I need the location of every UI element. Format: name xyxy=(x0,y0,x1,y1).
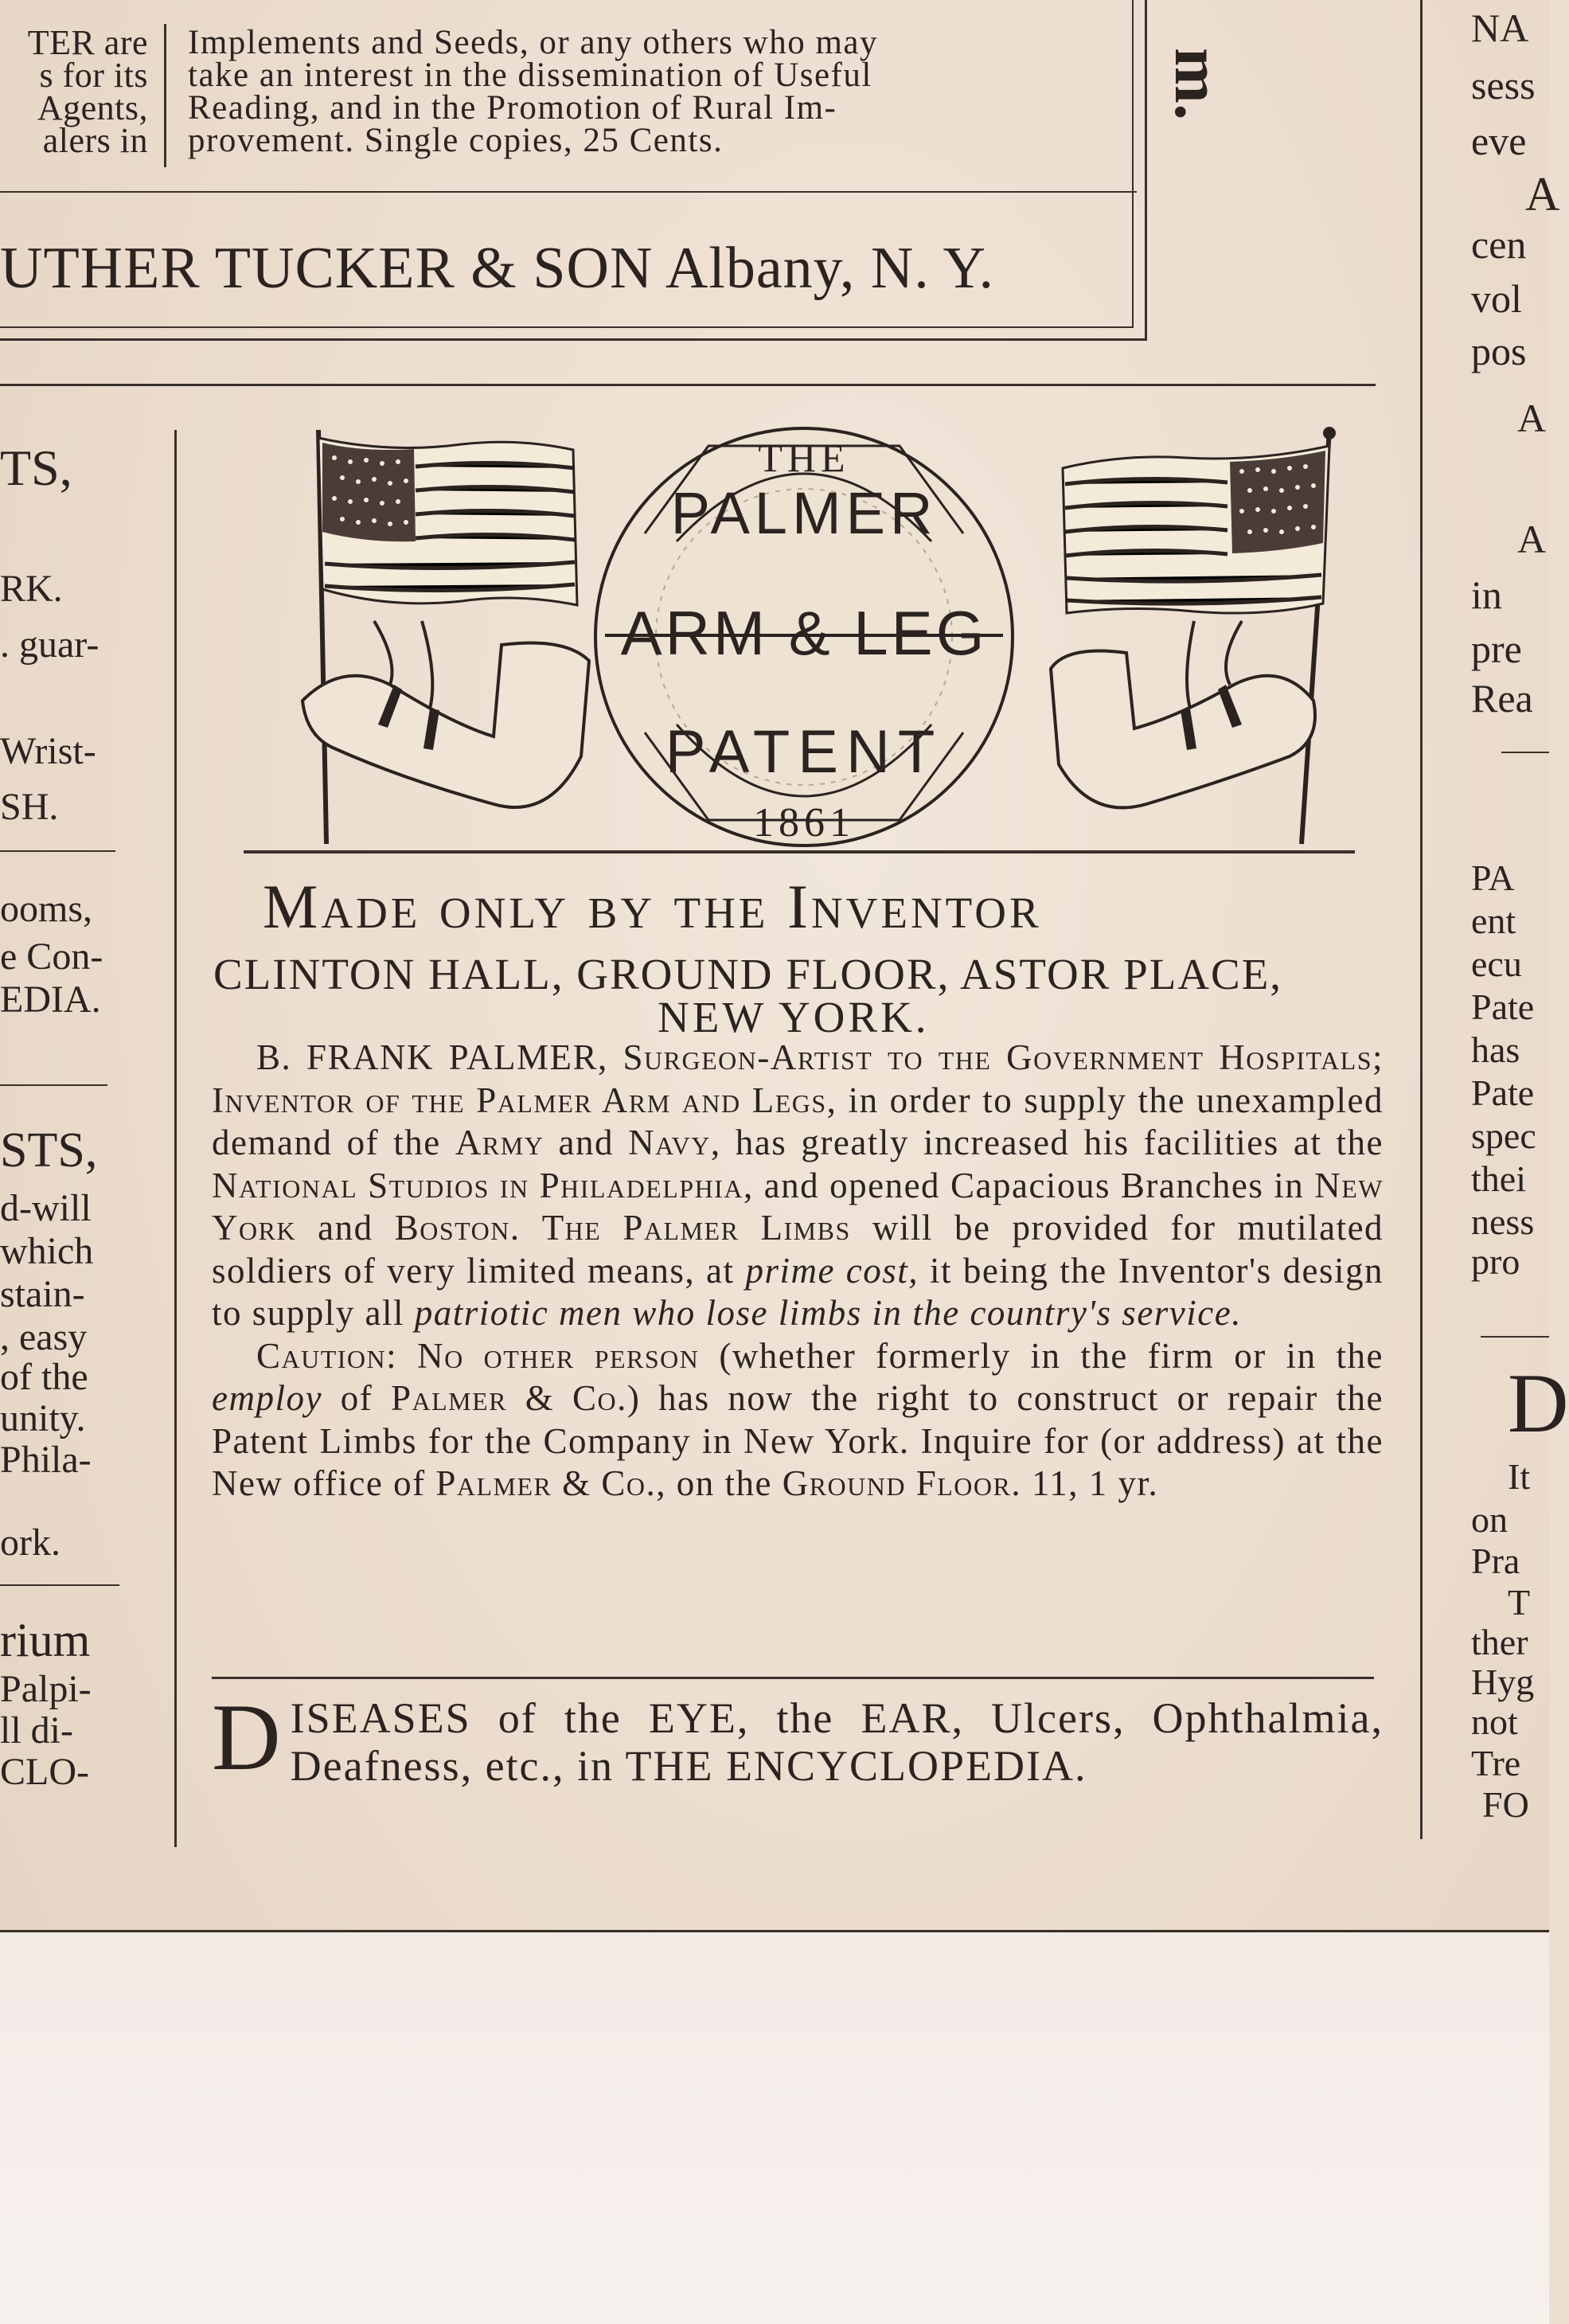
fragment: ooms, xyxy=(0,888,93,930)
fragment: Tre xyxy=(1471,1743,1521,1783)
seal-the: THE xyxy=(758,436,850,480)
fragment: spec xyxy=(1471,1115,1536,1156)
patriotic-text: patriotic men who lose limbs in the country's service. xyxy=(414,1293,1242,1333)
new-york-text: New York xyxy=(212,1165,1384,1248)
fragment: RK. xyxy=(0,568,63,610)
fragment: Hyg xyxy=(1471,1662,1535,1702)
address-line: CLINTON HALL, GROUND FLOOR, ASTOR PLACE, xyxy=(213,950,1283,998)
fragment: Rea xyxy=(1471,676,1533,721)
fragment: ent xyxy=(1471,900,1516,941)
fragment: d-will xyxy=(0,1187,92,1229)
inventor-name: B. FRANK PALMER, xyxy=(256,1037,608,1077)
fragment: s for its xyxy=(39,56,148,95)
fragment: e Con- xyxy=(0,935,103,978)
body-text: will be provided for mutilated soldiers of very limited means, at xyxy=(212,1208,1384,1291)
fragment: A xyxy=(1517,517,1547,561)
ad-paragraph-1 xyxy=(212,1037,1384,1335)
palmer-limbs-text: The Palmer Limbs xyxy=(541,1208,851,1248)
boston-text: Boston. xyxy=(394,1208,521,1248)
fragment: of the xyxy=(0,1356,88,1398)
body-text: and opened Capacious Branches in xyxy=(763,1165,1305,1205)
emblem-baseline-rule xyxy=(244,850,1355,853)
top-box-divider xyxy=(0,191,1137,193)
diseases-ad xyxy=(212,1684,1384,1790)
fragment: ll di- xyxy=(0,1709,73,1752)
fragment: A xyxy=(1525,168,1560,221)
fragment: SH. xyxy=(0,786,59,828)
fragment: D xyxy=(1508,1357,1569,1450)
body-text: on the xyxy=(676,1463,772,1503)
fragment: Pra xyxy=(1471,1541,1520,1581)
fragment: eve xyxy=(1471,119,1527,163)
body-text: No other person xyxy=(417,1335,700,1376)
body-text: in order to supply the unexampled demand of the xyxy=(212,1080,1384,1162)
body-text: it being the Inventor's design to supply all xyxy=(212,1250,1384,1333)
text-line: take an interest in the dissemination of Useful xyxy=(188,57,872,94)
body-text: and xyxy=(318,1208,373,1248)
fragment: pos xyxy=(1471,329,1527,373)
studios-text: National Studios in Philadelphia, xyxy=(212,1165,754,1205)
fragment: sess xyxy=(1471,63,1536,107)
ad-top-rule xyxy=(0,384,1376,386)
fragment: Wrist- xyxy=(0,730,96,772)
palmer-emblem-illustration xyxy=(231,422,1377,868)
fragment: PA xyxy=(1471,857,1515,898)
right-flag-icon xyxy=(1051,427,1336,844)
fragment: CLO- xyxy=(0,1751,89,1793)
page-margin xyxy=(0,1933,1549,2324)
inventor-title: Surgeon-Artist to the Government Hospitals; Inventor of the Palmer Arm and Legs, xyxy=(212,1037,1384,1120)
caution-label: Caution: xyxy=(256,1335,398,1376)
body-text: (whether formerly in the firm or in the xyxy=(719,1335,1384,1376)
fragment: stain- xyxy=(0,1273,85,1315)
text-line: provement. Single copies, 25 Cents. xyxy=(188,122,724,159)
fragment: pre xyxy=(1471,627,1522,671)
arm-and-leg-seal xyxy=(595,428,1013,846)
fragment: ness xyxy=(1471,1201,1535,1242)
seal-arm-leg: ARM & LEG xyxy=(620,598,988,668)
prime-cost-text: prime cost, xyxy=(745,1250,919,1291)
fragment: which xyxy=(0,1230,94,1272)
divider xyxy=(0,850,115,852)
made-only-by-heading xyxy=(263,872,1042,941)
ad-body-text xyxy=(212,1037,1384,1506)
fragment: ther xyxy=(1471,1622,1528,1662)
top-box-column-divider xyxy=(164,24,166,167)
palmer-co-text: Palmer & Co.) xyxy=(390,1378,641,1418)
fragment: It xyxy=(1508,1456,1531,1497)
fragment: . guar- xyxy=(0,623,100,666)
fragment: rium xyxy=(0,1614,91,1666)
publisher-line: UTHER TUCKER & SON Albany, N. Y. xyxy=(0,236,994,301)
fragment: alers in xyxy=(42,121,148,160)
employ-text: employ xyxy=(212,1378,322,1418)
fragment: STS, xyxy=(0,1123,98,1178)
fragment: Pate xyxy=(1471,1072,1535,1113)
seal-palmer: PALMER xyxy=(670,480,938,546)
fragment: on xyxy=(1471,1499,1508,1540)
page-bottom-rule xyxy=(0,1930,1549,1932)
divider xyxy=(1501,752,1549,753)
fragment: pro xyxy=(1471,1241,1520,1282)
fragment: T xyxy=(1508,1582,1531,1623)
fragment: TS, xyxy=(0,439,72,496)
ad-bottom-rule xyxy=(212,1677,1374,1679)
fragment: Agents, xyxy=(37,88,148,127)
fragment: FO xyxy=(1482,1784,1529,1825)
text-line: Implements and Seeds, or any others who may xyxy=(188,24,878,61)
fragment: NA xyxy=(1471,6,1529,50)
body-text: of xyxy=(340,1378,373,1418)
fragment: thei xyxy=(1471,1158,1526,1199)
body-text: and xyxy=(558,1123,614,1162)
fragment: vol xyxy=(1471,276,1522,321)
fragment: ecu xyxy=(1471,943,1522,984)
fragment: in xyxy=(1471,572,1502,617)
fragment: unity. xyxy=(0,1397,86,1439)
navy-text: Navy, xyxy=(628,1123,721,1162)
seal-patent: PATENT xyxy=(665,718,943,786)
fragment: EDIA. xyxy=(0,978,101,1021)
left-flag-icon xyxy=(302,430,589,844)
text-line: Reading, and in the Promotion of Rural Im- xyxy=(188,89,837,127)
fragment: , easy xyxy=(0,1316,88,1358)
fragment: Palpi- xyxy=(0,1668,92,1710)
fragment: A xyxy=(1517,396,1547,440)
insertion-code: 11, 1 yr. xyxy=(1031,1463,1159,1503)
fragment: ork. xyxy=(0,1521,60,1564)
right-column-rule xyxy=(1420,0,1423,1839)
fragment: not xyxy=(1471,1701,1518,1742)
fragment: TER are xyxy=(27,23,148,62)
left-column-rule xyxy=(174,430,177,1847)
fragment: Pate xyxy=(1471,986,1535,1027)
palmer-co-text: Palmer & Co., xyxy=(435,1463,666,1503)
body-text: has now the right to construct or repair the Patent Limbs for the Company in New York. Inquire for (or address) at the New office of xyxy=(212,1378,1384,1503)
rotated-fragment: m. xyxy=(1161,48,1235,120)
fragment: cen xyxy=(1471,222,1527,267)
diseases-text: ISEASES of the EYE, the EAR, Ulcers, Ophthalmia, Deafness, etc., in THE ENCYCLOPEDIA. xyxy=(290,1694,1384,1790)
army-text: Army xyxy=(455,1123,544,1162)
address-city: NEW YORK. xyxy=(658,993,930,1041)
drop-cap: D xyxy=(212,1684,283,1790)
fragment: has xyxy=(1471,1029,1520,1070)
body-text: has greatly increased his facilities at the xyxy=(735,1123,1384,1162)
fragment: Phila- xyxy=(0,1439,92,1481)
ad-paragraph-2 xyxy=(212,1335,1384,1506)
made-only-by-text: Made only by the Inventor xyxy=(263,872,1042,941)
seal-year: 1861 xyxy=(753,800,855,846)
divider xyxy=(1481,1336,1549,1338)
divider xyxy=(0,1084,107,1086)
divider xyxy=(0,1584,119,1586)
ground-floor-text: Ground Floor. xyxy=(782,1463,1022,1503)
